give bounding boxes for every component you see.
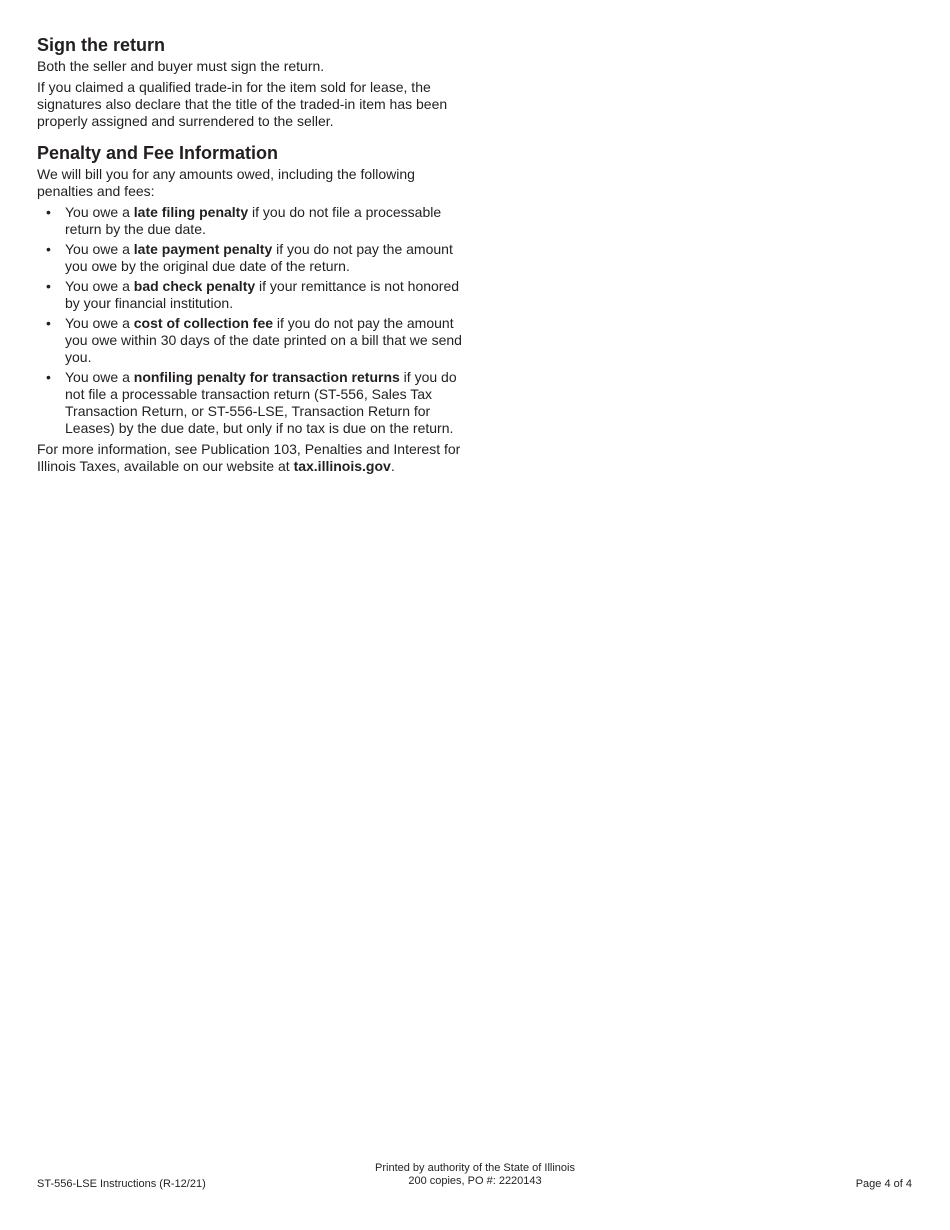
bullet-icon: • bbox=[46, 278, 51, 294]
form-id: ST-556-LSE Instructions (R-12/21) bbox=[37, 1178, 206, 1190]
list-item: • You owe a bad check penalty if your remittance is not honored by your financial institution. bbox=[46, 278, 460, 311]
authority-line: Printed by authority of the State of Illinois bbox=[375, 1162, 575, 1174]
instructions-column bbox=[37, 34, 467, 479]
sign-paragraph-2: If you claimed a qualified trade-in for the item sold for lease, the signatures also declare that the title of the traded-in item has been properly assigned and surrendered to the seller. bbox=[37, 79, 448, 129]
list-item: • You owe a nonfiling penalty for transaction returns if you do not file a processable transaction return (ST-556, Sales Tax Transaction Return, or ST-556-LSE, Transaction Return for Leases) by the due date, but only if no tax is due on the return. bbox=[46, 369, 457, 436]
penalty-heading: Penalty and Fee Information bbox=[37, 143, 279, 163]
list-item: • You owe a late filing penalty if you do not file a processable return by the due date. bbox=[46, 204, 442, 237]
penalty-intro: We will bill you for any amounts owed, including the following penalties and fees: bbox=[37, 166, 415, 199]
bullet-icon: • bbox=[46, 204, 51, 220]
copies-line: 200 copies, PO #: 2220143 bbox=[408, 1175, 542, 1187]
bullet-icon: • bbox=[46, 369, 51, 385]
more-information: For more information, see Publication 103, Penalties and Interest for Illinois Taxes, available on our website at tax.illinois.gov. bbox=[37, 441, 461, 474]
penalty-list bbox=[37, 204, 467, 437]
bullet-icon: • bbox=[46, 241, 51, 257]
list-item: • You owe a cost of collection fee if you do not pay the amount you owe within 30 days of the date printed on a bill that we send you. bbox=[46, 315, 462, 365]
bullet-icon: • bbox=[46, 315, 51, 331]
list-item: • You owe a late payment penalty if you do not pay the amount you owe by the original due date of the return. bbox=[46, 241, 453, 274]
sign-paragraph-1: Both the seller and buyer must sign the return. bbox=[37, 58, 325, 74]
print-authority bbox=[0, 1162, 950, 1188]
sign-return-heading: Sign the return bbox=[37, 35, 166, 55]
website-link[interactable]: tax.illinois.gov bbox=[293, 458, 391, 474]
page-number: Page 4 of 4 bbox=[855, 1178, 912, 1190]
